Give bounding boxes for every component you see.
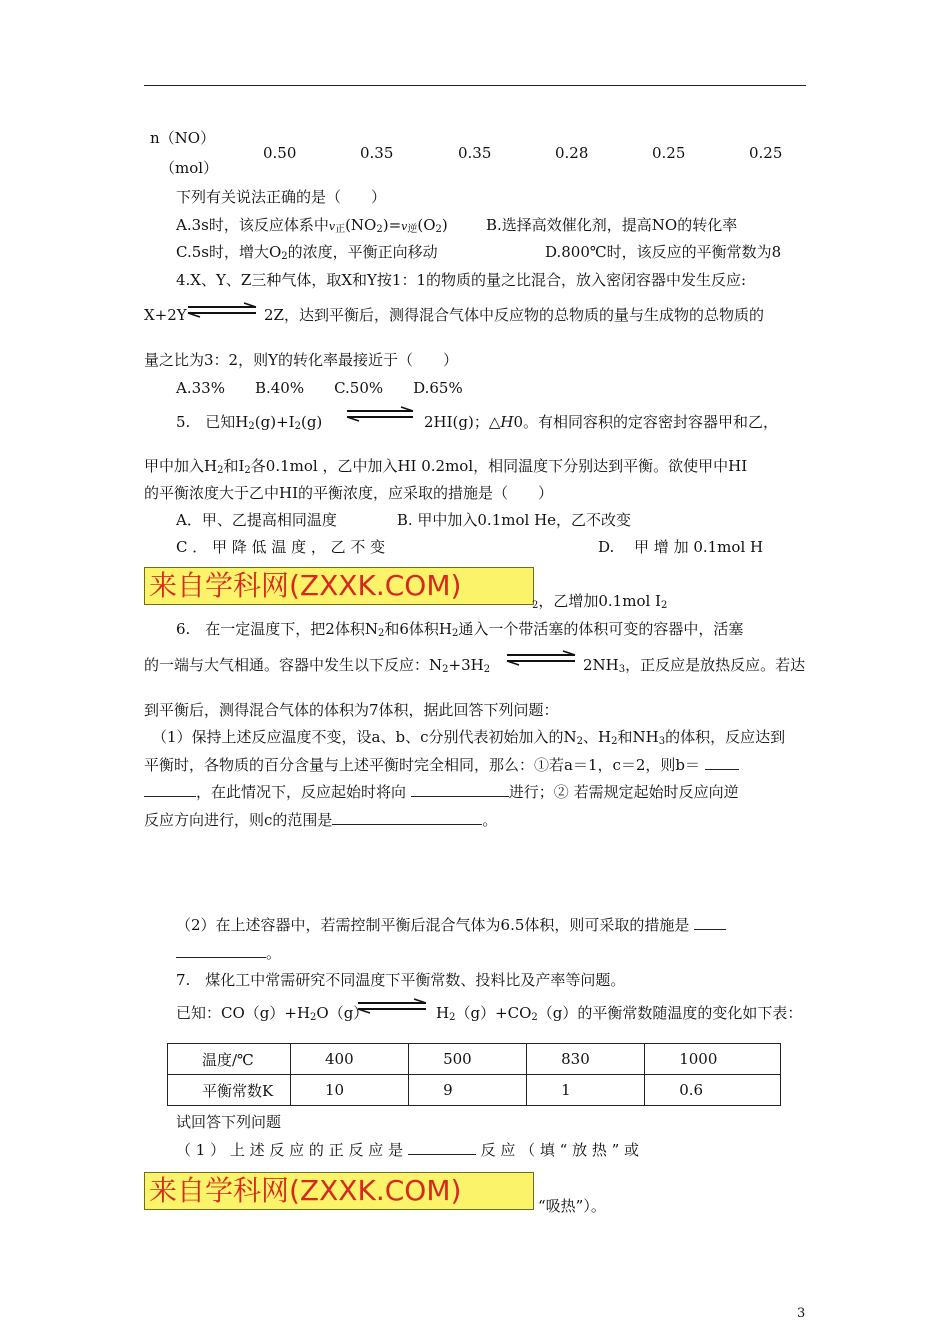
question-7-line1: 7. 煤化工中常需研究不同温度下平衡常数、投料比及产率等问题。 — [176, 971, 626, 989]
watermark-banner: 来自学科网(ZXXK.COM) — [144, 567, 534, 605]
table-cell: 830 — [527, 1044, 645, 1075]
table-cell: 400 — [291, 1044, 409, 1075]
question-7-line2b: $H_2(g)+CO_2(g)$的平衡常数随温度的变化如下表： — [436, 1004, 803, 1023]
table-row — [168, 1075, 781, 1106]
answer-blank[interactable] — [408, 1140, 476, 1155]
question-7-line2a: 已知：$CO(g)+H_2O(g)$ — [176, 1004, 369, 1023]
table-row-label-2: （mol） — [160, 159, 219, 177]
question-5-options-ab: A．甲、乙提高相同温度 B. 甲中加入0.1mol He，乙不改变 — [176, 511, 632, 529]
question-5-tail: $_2$，乙增加0.1mol $I_2$ — [532, 592, 668, 611]
question-7-part1-line2: “吸热”）。 — [538, 1197, 606, 1215]
question-6-part1-line2: 平衡时，各物质的百分含量与上述平衡时完全相同，那么：①若a＝1，c＝2，则b＝ — [144, 755, 739, 775]
question-4-line1: 4.X、Y、Z三种气体，取X和Y按1：1的物质的量之比混合，放入密闭容器中发生反应: — [176, 271, 747, 289]
answer-blank[interactable] — [705, 755, 739, 770]
question-6-line1: 6. 在一定温度下，把2体积$N_2$和6体积$H_2$通入一个带活塞的体积可变的容器中，活塞 — [176, 620, 744, 639]
table-cell: 0.25 — [749, 144, 783, 162]
question-5-line2: 甲中加入$H_2$和$I_2$各0.1mol ，乙中加入HI 0.2mol，相同温度下分别达到平衡。欲使甲中HI — [144, 457, 748, 476]
question-6-part2-line1: （2）在上述容器中，若需控制平衡后混合气体为6.5体积，则可采取的措施是 — [176, 915, 726, 935]
question-6-part1-line4: 反应方向进行，则c的范围是 。 — [144, 811, 498, 829]
answer-blank[interactable] — [144, 782, 196, 797]
equilibrium-constant-table — [167, 1043, 781, 1106]
table-row-label-1: n（NO） — [150, 129, 216, 147]
table-cell: 1000 — [645, 1044, 781, 1075]
equilibrium-arrow-icon — [345, 406, 415, 422]
question-7-after: 试回答下列问题 — [176, 1113, 282, 1131]
question-4-options: A.33% B.40% C.50% D.65% — [176, 379, 463, 397]
question-5-option-d: D. 甲 增 加 0.1mol H — [598, 538, 764, 556]
question-5-line3: 的平衡浓度大于乙中HI的平衡浓度，应采取的措施是（ ） — [144, 484, 554, 502]
header-rule — [144, 85, 806, 86]
equilibrium-arrow-icon — [186, 302, 258, 318]
table-cell: 0.25 — [652, 144, 686, 162]
table-cell: 500 — [409, 1044, 527, 1075]
question-5-rhs: 2HI(g)；△H0。有相同容积的定容密封容器甲和乙， — [424, 413, 779, 431]
answer-blank[interactable] — [332, 810, 482, 825]
table-cell: 0.28 — [555, 144, 589, 162]
answer-blank[interactable] — [411, 782, 509, 797]
watermark-banner: 来自学科网(ZXXK.COM) — [144, 1172, 534, 1210]
question-6-part1-line3: ，在此情况下，反应起始时将向 进行；② 若需规定起始时反应向逆 — [144, 782, 739, 802]
table-cell: 9 — [409, 1075, 527, 1106]
table-header-cell: 平衡常数K — [168, 1075, 291, 1106]
question-6-line3: 到平衡后，测得混合气体的体积为7体积，据此回答下列问题： — [144, 701, 559, 719]
question-7-part1: （ 1 ） 上 述 反 应 的 正 反 应 是 反 应 （ 填 “ 放 热 ” 或 — [176, 1141, 640, 1159]
option-c: C.5s时，增大$O_2$的浓度，平衡正向移动 — [176, 243, 438, 262]
question-stem: 下列有关说法正确的是（ ） — [176, 188, 387, 206]
equilibrium-arrow-icon — [356, 998, 428, 1014]
question-4-line3: 量之比为3：2，则Y的转化率最接近于（ ） — [144, 351, 458, 369]
question-5-option-c: C ． 甲 降 低 温 度 ， 乙 不 变 — [176, 538, 386, 556]
table-cell: 0.50 — [263, 144, 297, 162]
option-d: D.800℃时，该反应的平衡常数为8 — [545, 243, 782, 261]
question-6-line2b: $2NH_3$，正反应是放热反应。若达 — [583, 656, 806, 675]
question-6-part2-line2: 。 — [176, 943, 281, 963]
question-4-line2: 2Z，达到平衡后，测得混合气体中反应物的总物质的量与生成物的总物质的 — [264, 306, 764, 324]
table-cell: 1 — [527, 1075, 645, 1106]
table-cell: 0.6 — [645, 1075, 781, 1106]
equation-lhs: X+2Y — [144, 306, 187, 324]
table-cell: 0.35 — [458, 144, 492, 162]
question-5-lhs: 5. 已知$H_2(g)+I_2(g)$ — [176, 413, 323, 432]
answer-blank[interactable] — [176, 943, 266, 958]
table-cell: 0.35 — [360, 144, 394, 162]
table-cell: 10 — [291, 1075, 409, 1106]
table-header-cell: 温度/℃ — [168, 1044, 291, 1075]
option-a: A.3s时，该反应体系中$v_正(NO_2)=v_逆(O_2)$ — [176, 216, 448, 235]
equilibrium-arrow-icon — [505, 650, 577, 666]
table-row — [168, 1044, 781, 1075]
answer-blank[interactable] — [694, 915, 726, 930]
page-number: 3 — [797, 1306, 806, 1321]
option-b: B.选择高效催化剂，提高NO的转化率 — [486, 216, 738, 234]
question-6-part1-line1: （1）保持上述反应温度不变，设a、b、c分别代表初始加入的$N_2$、$H_2$和$NH_3$的体积，反应达到 — [152, 728, 786, 747]
question-6-line2a: 的一端与大气相通。容器中发生以下反应：$N_2+3H_2$ — [144, 656, 491, 675]
